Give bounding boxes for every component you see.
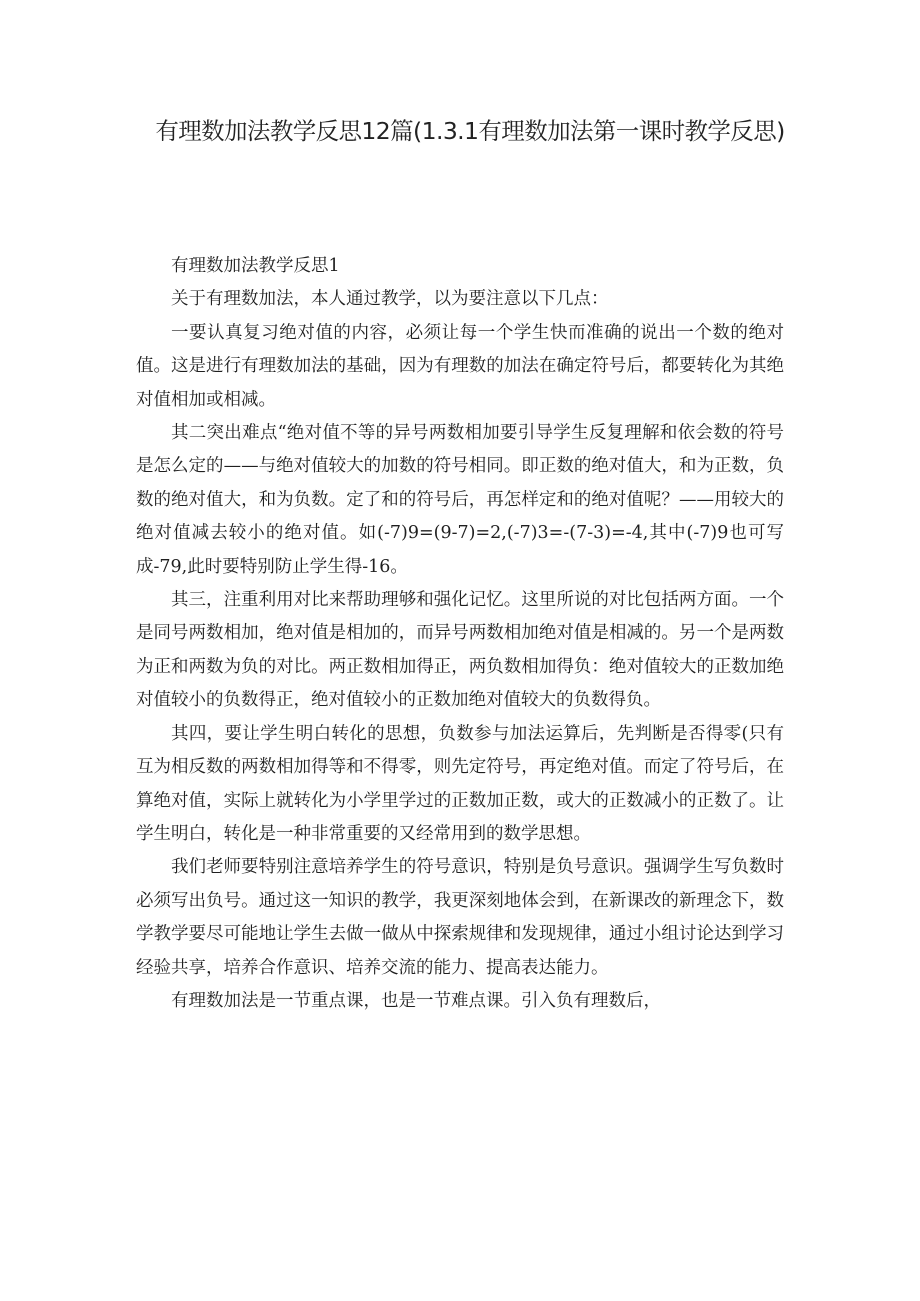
paragraph: 关于有理数加法，本人通过教学，以为要注意以下几点： bbox=[171, 289, 609, 310]
document-body bbox=[136, 250, 784, 1018]
paragraph: 其三，注重利用对比来帮助理够和强化记忆。这里所说的对比包括两方面。一个是同号两数相加，绝对值是相加的，而异号两数相加绝对值是相减的。另一个是两数为正和两数为负的对比。两正数相加得正，两负数相加得负：绝对值较大的正数加绝对值较小的负数得正，绝对值较小的正数加绝对值较大的负数得负。 bbox=[136, 590, 784, 711]
section-heading: 有理数加法教学反思1 bbox=[171, 256, 340, 276]
paragraph: 其四，要让学生明白转化的思想，负数参与加法运算后，先判断是否得零(只有互为相反数的两数相加得等和不得零，则先定符号，再定绝对值。而定了符号后，在算绝对值，实际上就转化为小学里学过的正数加正数，或大的正数减小的正数了。让学生明白，转化是一种非常重要的又经常用到的数学思想。 bbox=[136, 723, 784, 844]
paragraph: 我们老师要特别注意培养学生的符号意识，特别是负号意识。强调学生写负数时必须写出负号。通过这一知识的教学，我更深刻地体会到，在新课改的新理念下，数学教学要尽可能地让学生去做一做从中探索规律和发现规律，通过小组讨论达到学习经验共享，培养合作意识、培养交流的能力、提高表达能力。 bbox=[136, 857, 784, 978]
paragraph: 一要认真复习绝对值的内容，必须让每一个学生快而准确的说出一个数的绝对值。这是进行有理数加法的基础，因为有理数的加法在确定符号后，都要转化为其绝对值相加或相减。 bbox=[136, 322, 784, 410]
paragraph: 有理数加法是一节重点课，也是一节难点课。引入负有理数后， bbox=[171, 990, 661, 1011]
document-title: 有理数加法教学反思12篇(1.3.1有理数加法第一课时教学反思) bbox=[155, 117, 785, 145]
paragraph: 其二突出难点“绝对值不等的异号两数相加要引导学生反复理解和依会数的符号是怎么定的——与绝对值较大的加数的符号相同。即正数的绝对值大，和为正数，负数的绝对值大，和为负数。定了和的符号后，再怎样定和的绝对值呢？——用较大的绝对值减去较小的绝对值。如(-7)9=(9-7)=2,(-7)3=-(7-3)=-4,其中(-7)9也可写成-79,此时要特别防止学生得-16。 bbox=[136, 423, 784, 577]
